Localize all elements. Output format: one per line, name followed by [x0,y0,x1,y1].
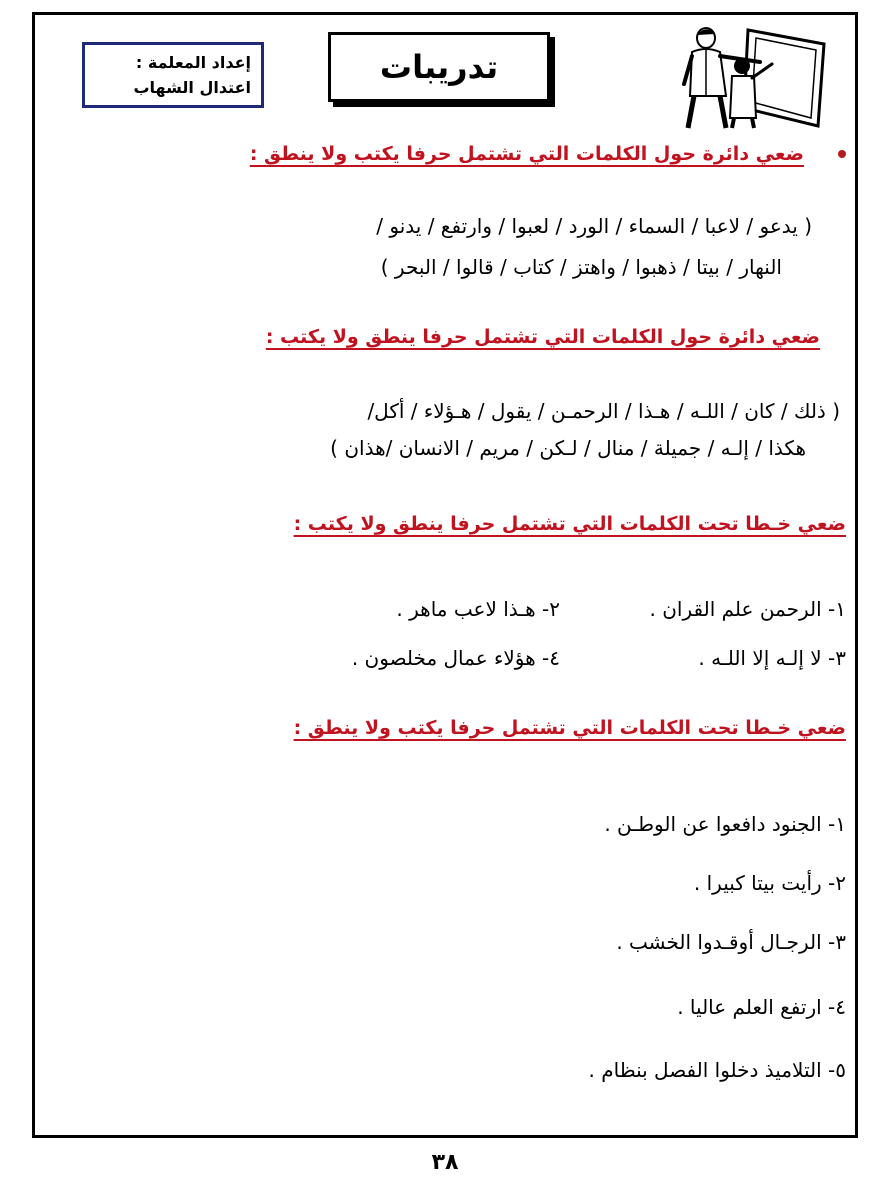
section4-item-4: ٤- ارتفع العلم عاليا . [677,995,846,1019]
teacher-blackboard-icon [668,22,830,130]
author-label: إعداد المعلمة : [135,53,251,72]
page-frame [32,12,858,1138]
section1-instruction: ضعي دائرة حول الكلمات التي تشتمل حرفا يكتب ولا ينطق : [249,143,804,165]
section3-item-4: ٤- هؤلاء عمال مخلصون . [351,646,560,670]
section2-words-line1: ( ذلك / كان / اللـه / هـذا / الرحمـن / يقول / هـؤلاء / أكل/ [367,399,840,423]
bullet-icon [838,150,846,158]
page-number: ٣٨ [431,1150,459,1175]
section3-item-3: ٣- لا إلـه إلا اللـه . [698,646,846,670]
section4-item-1: ١- الجنود دافعوا عن الوطـن . [604,812,846,836]
section1-words-line1: ( يدعو / لاعبا / السماء / الورد / لعبوا / وارتفع / يدنو / [376,214,812,238]
section4-item-3: ٣- الرجـال أوقـدوا الخشب . [616,930,846,954]
author-name: اعتدال الشهاب [133,78,251,97]
section3-instruction: ضعي خـطا تحت الكلمات التي تشتمل حرفا ينطق ولا يكتب : [293,513,846,535]
section4-item-2: ٢- رأيت بيتا كبيرا . [693,871,846,895]
section3-item-1: ١- الرحمن علم القران . [649,597,846,621]
section3-item-2: ٢- هـذا لاعب ماهر . [396,597,560,621]
section2-instruction: ضعي دائرة حول الكلمات التي تشتمل حرفا ينطق ولا يكتب : [265,326,820,348]
section4-item-5: ٥- التلاميذ دخلوا الفصل بنظام . [588,1058,846,1082]
author-box [82,42,264,108]
section2-words-line2: هكذا / إلـه / جميلة / منال / لـكن / مريم / الانسان /هذان ) [330,436,806,460]
section4-instruction: ضعي خـطا تحت الكلمات التي تشتمل حرفا يكتب ولا ينطق : [293,717,846,739]
worksheet-title: تدريبات [328,32,550,102]
section1-words-line2: النهار / بيتا / ذهبوا / واهتز / كتاب / قالوا / البحر ) [380,255,782,279]
